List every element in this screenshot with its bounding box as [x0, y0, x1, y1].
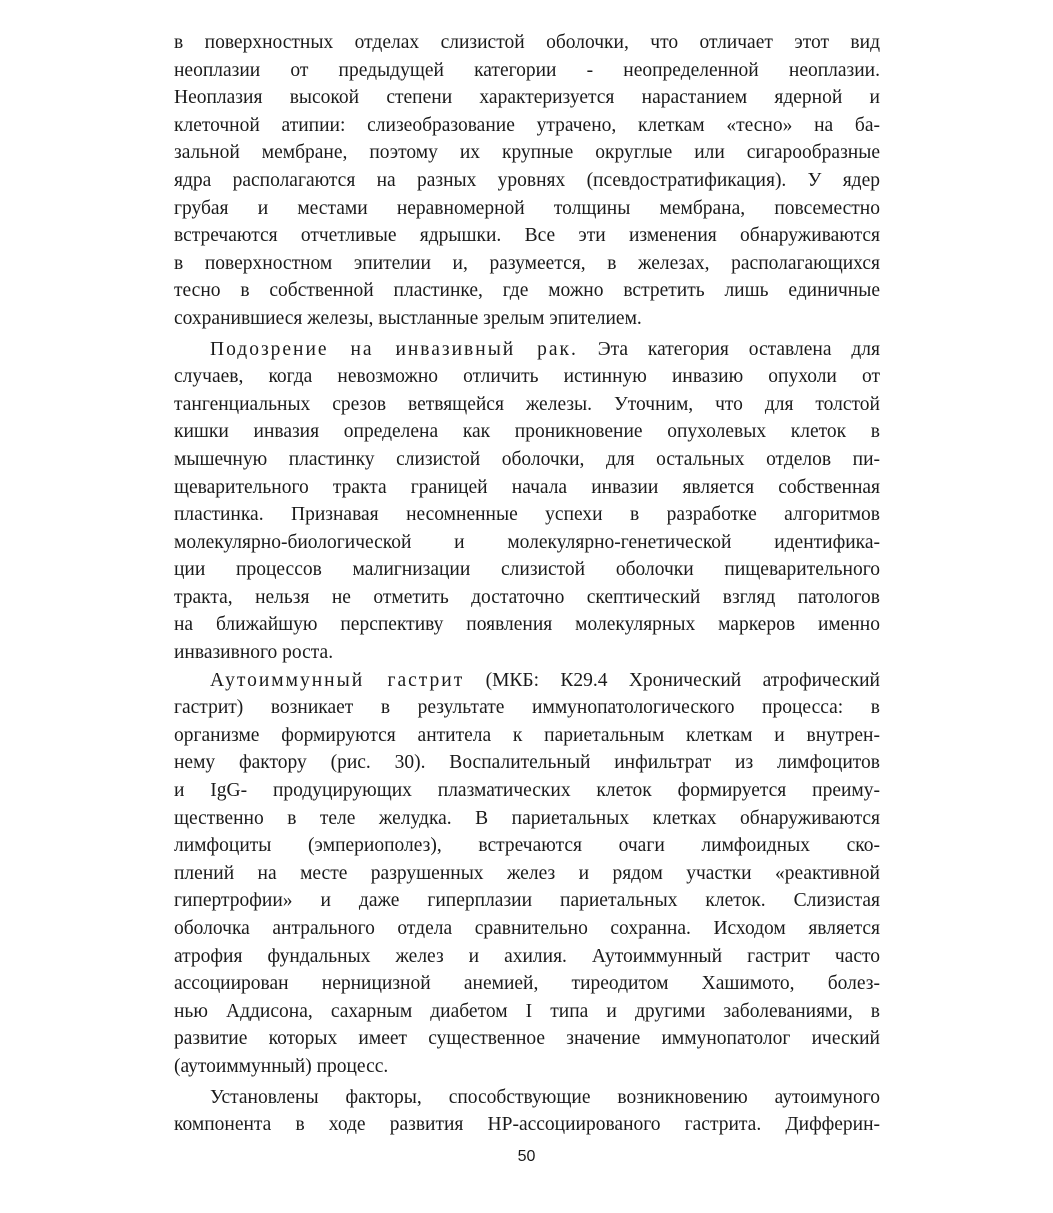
- text-line: случаев, когда невозможно отличить истинную инвазию опухоли от: [174, 366, 880, 388]
- paragraph-4: [174, 1084, 880, 1139]
- text-line: тесно в собственной пластинке, где можно встретить лишь единичные: [174, 280, 880, 302]
- text-line: организме формируются антитела к париетальным клеткам и внутрен-: [174, 724, 880, 746]
- text-line: неоплазии от предыдущей категории - неопределенной неоплазии.: [174, 59, 880, 81]
- section-term: Аутоиммунный гастрит: [210, 669, 465, 691]
- text-line: на ближайшую перспективу появления молекулярных маркеров именно: [174, 614, 880, 636]
- text-line: сохранившиеся железы, выстланные зрелым эпителием.: [174, 307, 642, 329]
- text-line: компонента в ходе развития НР-ассоциированого гастрита. Дифферин-: [174, 1114, 880, 1136]
- text-line: развитие которых имеет существенное значение иммунопатолог ический: [174, 1028, 880, 1050]
- text-line: тангенциальных срезов ветвящейся железы. Уточним, что для толстой: [174, 393, 880, 415]
- text-line: зальной мембране, поэтому их крупные округлые или сигарообразные: [174, 142, 880, 164]
- text-line-rest: (МКБ: К29.4 Хронический атрофический: [464, 669, 880, 691]
- paragraph-3: [174, 667, 880, 1081]
- paragraph-2: [174, 336, 880, 667]
- text-line: плений на месте разрушенных желез и рядом участки «реактивной: [174, 862, 880, 884]
- text-line: ядра располагаются на разных уровнях (псевдостратификация). У ядер: [174, 169, 880, 191]
- text-line: мышечную пластинку слизистой оболочки, для остальных отделов пи-: [174, 448, 880, 470]
- text-line-rest: Эта категория оставлена для: [577, 338, 880, 360]
- text-line: ассоциирован нерницизной анемией, тиреодитом Хашимото, болез-: [174, 973, 880, 995]
- paragraph-first-line: [174, 667, 880, 695]
- text-line: и IgG- продуцирующих плазматических клеток формируется преиму-: [174, 780, 880, 802]
- text-line: лимфоциты (эмпериополез), встречаются очаги лимфоидных ско-: [174, 835, 880, 857]
- text-line: атрофия фундальных желез и ахилия. Аутоиммунный гастрит часто: [174, 945, 880, 967]
- paragraph-1: [174, 29, 880, 333]
- paragraph-first-line: [174, 336, 880, 364]
- text-line: Установлены факторы, способствующие возникновению аутоимуного: [210, 1086, 880, 1108]
- text-line: гастрит) возникает в результате иммунопатологического процесса: в: [174, 697, 880, 719]
- text-line: щеварительного тракта границей начала инвазии является собственная: [174, 476, 880, 498]
- text-line: пластинка. Признавая несомненные успехи в разработке алгоритмов: [174, 504, 880, 526]
- section-term: Подозрение на инвазивный рак.: [210, 338, 578, 360]
- text-line: Неоплазия высокой степени характеризуется нарастанием ядерной и: [174, 87, 880, 109]
- text-line: ции процессов малигнизации слизистой оболочки пищеварительного: [174, 559, 880, 581]
- text-line: нью Аддисона, сахарным диабетом I типа и другими заболеваниями, в: [174, 1000, 880, 1022]
- text-line: нему фактору (рис. 30). Воспалительный инфильтрат из лимфоцитов: [174, 752, 880, 774]
- page-number: 50: [517, 1148, 536, 1165]
- text-line: клеточной атипии: слизеобразование утрачено, клеткам «тесно» на ба-: [174, 114, 880, 136]
- text-line: кишки инвазия определена как проникновение опухолевых клеток в: [174, 421, 880, 443]
- text-line: молекулярно-биологической и молекулярно-генетической идентифика-: [174, 531, 880, 553]
- text-line: грубая и местами неравномерной толщины мембрана, повсеместно: [174, 197, 880, 219]
- text-line: в поверхностных отделах слизистой оболочки, что отличает этот вид: [174, 32, 880, 53]
- text-line: щественно в теле желудка. В париетальных клетках обнаруживаются: [174, 807, 880, 829]
- text-line: (аутоиммунный) процесс.: [174, 1055, 389, 1077]
- text-line: в поверхностном эпителии и, разумеется, в железах, располагающихся: [174, 252, 880, 274]
- text-line: тракта, нельзя не отметить достаточно скептический взгляд патологов: [174, 586, 880, 608]
- text-line: оболочка антрального отдела сравнительно сохранна. Исходом является: [174, 918, 880, 939]
- text-line: гипертрофии» и даже гиперплазии париетальных клеток. Слизистая: [174, 890, 880, 912]
- text-line: инвазивного роста.: [174, 642, 334, 664]
- document-page: [174, 29, 880, 1139]
- text-line: встречаются отчетливые ядрышки. Все эти изменения обнаруживаются: [174, 225, 880, 247]
